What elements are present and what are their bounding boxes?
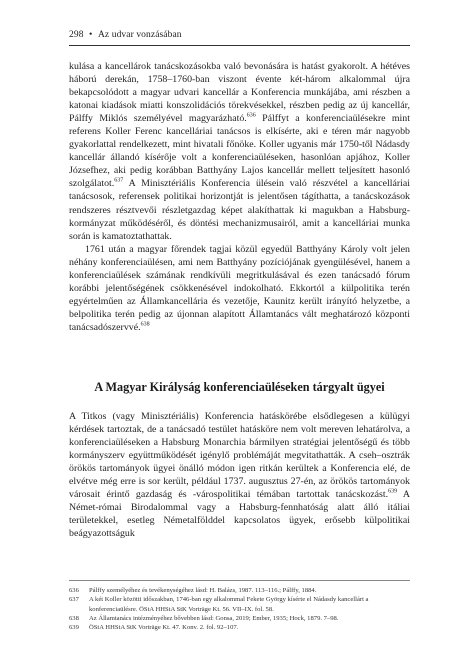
paragraph	[69, 60, 410, 243]
header-separator: •	[89, 30, 93, 40]
footnote-text: Pálffy személyéhez és tevékenységéhez lásd: H. Balázs, 1987. 113–116.; Pálffy, 1884.	[89, 587, 317, 594]
paragraph-text: 1761 után a magyar főrendek tagjai közül egyedül Batthyány Károly volt jelen néhány konferenciaülésen, ami nem Batthyány pozíciójának gyengülésével, hanem a konferenciaülések számának rendkívüli megritkulásával és ezen tanácsadó fórum korábbi jelentőségének csökkenésével indokolható. Ekkortól a külpolitika terén egyértelműen az Államkancellária és vezetője, Kaunitz került irányító helyzetbe, a belpolitika terén pedig az újonnan alapított Államtanács vált meghatározó központi tanácsadószervvé.	[69, 243, 410, 333]
paragraph-text: Pálffyt a konferenciaülésekre mint referens Koller Ferenc kancelláriai tanácsos is elkísérte, aki e téren már nagyobb gyakorlattal rendelkezett, mint hivatali főnöke. Koller ugyanis már 1750-től Nádasdy kancellár állandó kísérője volt a konferenciaüléseken, hasonlóan apjához, Koller Józsefhez, aki pedig korábban Batthyány Lajos kancellár mellett teljesített hasonló szolgálatot.	[69, 113, 410, 190]
footnote	[69, 614, 410, 623]
footnote	[69, 595, 410, 614]
footnote-number: 636	[69, 587, 79, 594]
paragraph	[69, 243, 410, 334]
footnote-number: 639	[69, 624, 79, 632]
footnote-ref[interactable]: 637	[114, 178, 124, 185]
paragraph-text: A Német-római Birodalommal vagy a Habsburg-fennhatóság alatt álló itáliai területekkel, esetleg Németalfölddel kapcsolatos ügyek, erősebb külpolitikai beágyazottságuk	[69, 489, 410, 540]
footnote	[69, 623, 410, 632]
paragraph-text: A Titkos (vagy Minisztériális) Konferencia hatáskörébe elsődlegesen a külügyi kérdések tartoztak, de a tanácsadó testület hatásköre nem volt mereven lehatárolva, a konferenciaüléseken a Habsburg Monarchia bármilyen stratégiai jelentőségű és több kormányszerv együttműködését igénylő problémáját megvitathatták. A cseh–osztrák örökös tartományok ügyei önálló módon igen ritkán kerültek a Konferencia elé, de elvétve még erre is sor került, például 1737. augusztus 27-én, az örökös tartományok városait érintő gazdaság és -várospolitikai témában tartottak tanácskozást.	[69, 411, 410, 501]
body-text-bottom	[69, 410, 410, 540]
footnote-number: 637	[69, 596, 79, 604]
footnote-ref[interactable]: 636	[246, 112, 256, 119]
footnote-text: Az Államtanács intézményéhez bővebben lásd: Gonsa, 2019; Ember, 1935; Hock, 1879. 7–98.	[89, 614, 339, 622]
paragraph-text: kulása a kancellárok tanácskozásokba való bevonására is hatást gyakorolt. A hétéves háború derekán, 1758–1760-ban viszont évente két-három alkalommal újra bekapcsolódott a magyar udvari kancellár a Konferencia munkájába, ami részben a katonai kiadások miatti konszolidációs törekvésekkel, részben pedig az új kancellár, Pálffy Miklós személyével magyarázható.	[69, 61, 410, 125]
footnote-rule	[69, 580, 410, 581]
footnote-number: 638	[69, 614, 79, 622]
body-text-top	[69, 60, 410, 334]
page-number: 298	[69, 30, 84, 40]
footnotes	[69, 586, 410, 632]
header-rule	[69, 45, 410, 46]
footnote-ref[interactable]: 639	[388, 488, 398, 495]
running-title: Az udvar vonzásában	[97, 30, 182, 40]
paragraph	[69, 410, 410, 540]
footnote-ref[interactable]: 638	[140, 321, 150, 328]
footnote	[69, 586, 410, 595]
section-heading: A Magyar Királyság konferenciaüléseken tárgyalt ügyei	[94, 380, 385, 394]
footnote-text: A két Koller közötti időszakban, 1746-ban egy alkalommal Fekete György kísérte el Nádasdy kancellárt a konferenciaülésre. ÖStA HHStA StK Vorträge Kt. 56. VII–IX. fol. 58.	[89, 596, 369, 613]
footnote-text: ÖStA HHStA StK Vorträge Kt. 47. Konv. 2. fol. 92–107.	[89, 624, 239, 632]
paragraph-text: A Minisztériális Konferencia ülésein való részvétel a kancelláriai tanácsosok, referensek politikai horizontját is jelentősen tágíthatta, a tanácskozások rendszeres résztvevői részletgazdag képet alakíthattak ki magukban a Habsburg-kormányzat működéséről, és döntési mechanizmusairól, amit a kancelláriai munka során is kamatoztathattak.	[69, 178, 410, 242]
running-header	[69, 30, 410, 40]
